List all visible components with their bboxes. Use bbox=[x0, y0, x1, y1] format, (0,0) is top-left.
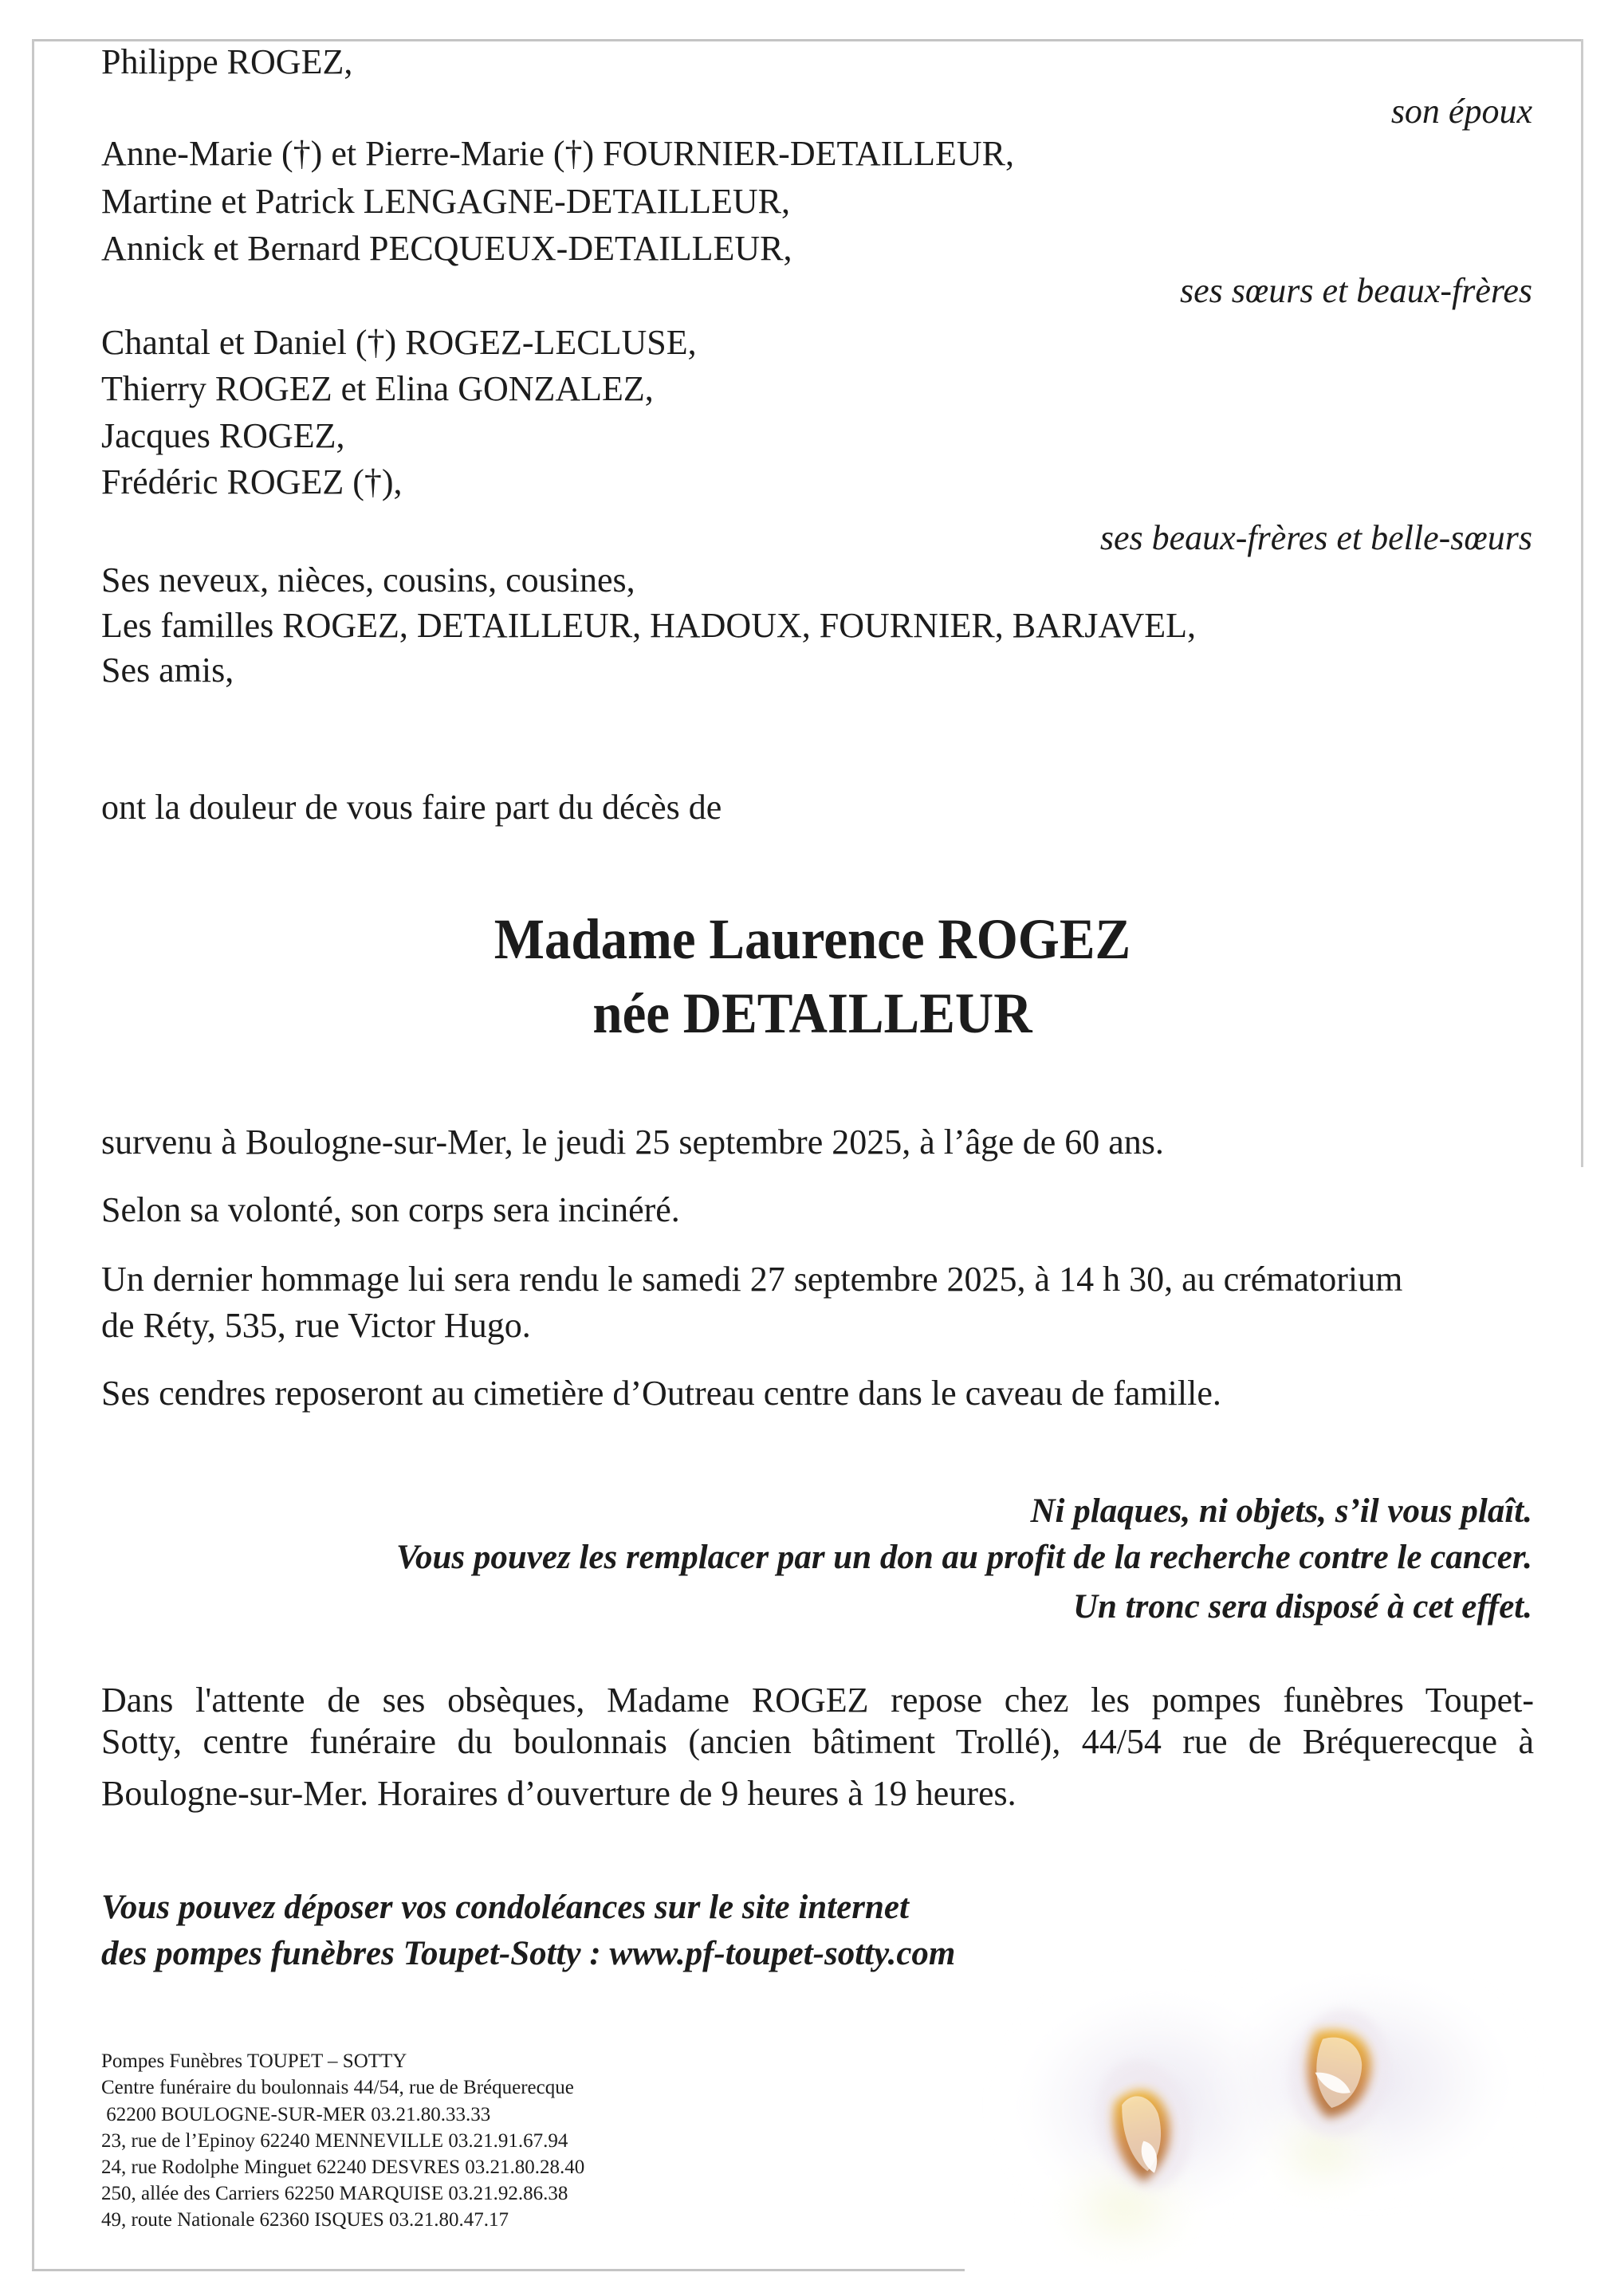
in-laws-role: ses beaux-frères et belle-sœurs bbox=[1099, 518, 1532, 557]
request-line: Ni plaques, ni objets, s’il vous plaît. bbox=[1030, 1492, 1532, 1530]
in-law-line: Jacques ROGEZ, bbox=[101, 416, 345, 455]
sisters-role: ses sœurs et beaux-frères bbox=[1180, 271, 1532, 310]
relatives-line: Ses neveux, nièces, cousins, cousines, bbox=[101, 560, 635, 600]
page-frame-top bbox=[32, 39, 1583, 41]
deceased-name: Madame Laurence ROGEZ bbox=[493, 907, 1131, 971]
in-law-line: Thierry ROGEZ et Elina GONZALEZ, bbox=[101, 369, 654, 408]
page-frame-bottom bbox=[32, 2269, 965, 2271]
footer-address: 24, rue Rodolphe Minguet 62240 DESVRES 03.21.80.28.40 bbox=[101, 2156, 585, 2178]
relatives-line: Ses amis, bbox=[101, 651, 234, 690]
relatives-line: Les familles ROGEZ, DETAILLEUR, HADOUX, FOURNIER, BARJAVEL, bbox=[101, 606, 1197, 645]
in-law-line: Chantal et Daniel (†) ROGEZ-LECLUSE, bbox=[101, 323, 697, 362]
page-frame-left bbox=[32, 39, 34, 2271]
sister-line: Anne-Marie (†) et Pierre-Marie (†) FOURNIER-DETAILLEUR, bbox=[101, 134, 1015, 173]
spouse-name: Philippe ROGEZ, bbox=[101, 42, 353, 81]
footer-company: Pompes Funèbres TOUPET – SOTTY bbox=[101, 2050, 407, 2072]
sister-line: Martine et Patrick LENGAGNE-DETAILLEUR, bbox=[101, 182, 791, 221]
deceased-maiden-name: née DETAILLEUR bbox=[592, 981, 1032, 1045]
spouse-role: son époux bbox=[1390, 92, 1532, 131]
footer-address: 62200 BOULOGNE-SUR-MER 03.21.80.33.33 bbox=[101, 2104, 491, 2125]
orchid-image bbox=[965, 1969, 1571, 2288]
sister-line: Annick et Bernard PECQUEUX-DETAILLEUR, bbox=[101, 229, 792, 268]
condolences-line: Vous pouvez déposer vos condoléances sur le site internet bbox=[101, 1889, 909, 1926]
announcement-text: ont la douleur de vous faire part du décès de bbox=[101, 788, 722, 827]
footer-address: Centre funéraire du boulonnais 44/54, rue de Bréquerecque bbox=[101, 2077, 574, 2098]
death-details: survenu à Boulogne-sur-Mer, le jeudi 25 septembre 2025, à l’âge de 60 ans. bbox=[101, 1122, 1164, 1162]
page-frame-right bbox=[1581, 39, 1583, 1167]
footer-address: 23, rue de l’Epinoy 62240 MENNEVILLE 03.21.91.67.94 bbox=[101, 2130, 568, 2152]
condolences-line: des pompes funèbres Toupet-Sotty : www.pf-toupet-sotty.com bbox=[101, 1935, 956, 1972]
resting-line: Sotty, centre funéraire du boulonnais (ancien bâtiment Trollé), 44/54 rue de Bréquerecque à bbox=[101, 1722, 1534, 1761]
tribute-details: de Réty, 535, rue Victor Hugo. bbox=[101, 1306, 531, 1345]
tribute-details: Un dernier hommage lui sera rendu le samedi 27 septembre 2025, à 14 h 30, au crématorium bbox=[101, 1260, 1403, 1299]
cremation-wish: Selon sa volonté, son corps sera incinéré. bbox=[101, 1190, 680, 1229]
in-law-line: Frédéric ROGEZ (†), bbox=[101, 462, 403, 501]
footer-address: 250, allée des Carriers 62250 MARQUISE 03.21.92.86.38 bbox=[101, 2183, 568, 2204]
footer-address: 49, route Nationale 62360 ISQUES 03.21.80.47.17 bbox=[101, 2209, 509, 2231]
ashes-details: Ses cendres reposeront au cimetière d’Outreau centre dans le caveau de famille. bbox=[101, 1374, 1221, 1413]
request-line: Vous pouvez les remplacer par un don au profit de la recherche contre le cancer. bbox=[396, 1539, 1532, 1576]
resting-line: Boulogne-sur-Mer. Horaires d’ouverture de 9 heures à 19 heures. bbox=[101, 1774, 1016, 1813]
resting-line: Dans l'attente de ses obsèques, Madame ROGEZ repose chez les pompes funèbres Toupet- bbox=[101, 1681, 1534, 1720]
request-line: Un tronc sera disposé à cet effet. bbox=[1072, 1588, 1532, 1626]
